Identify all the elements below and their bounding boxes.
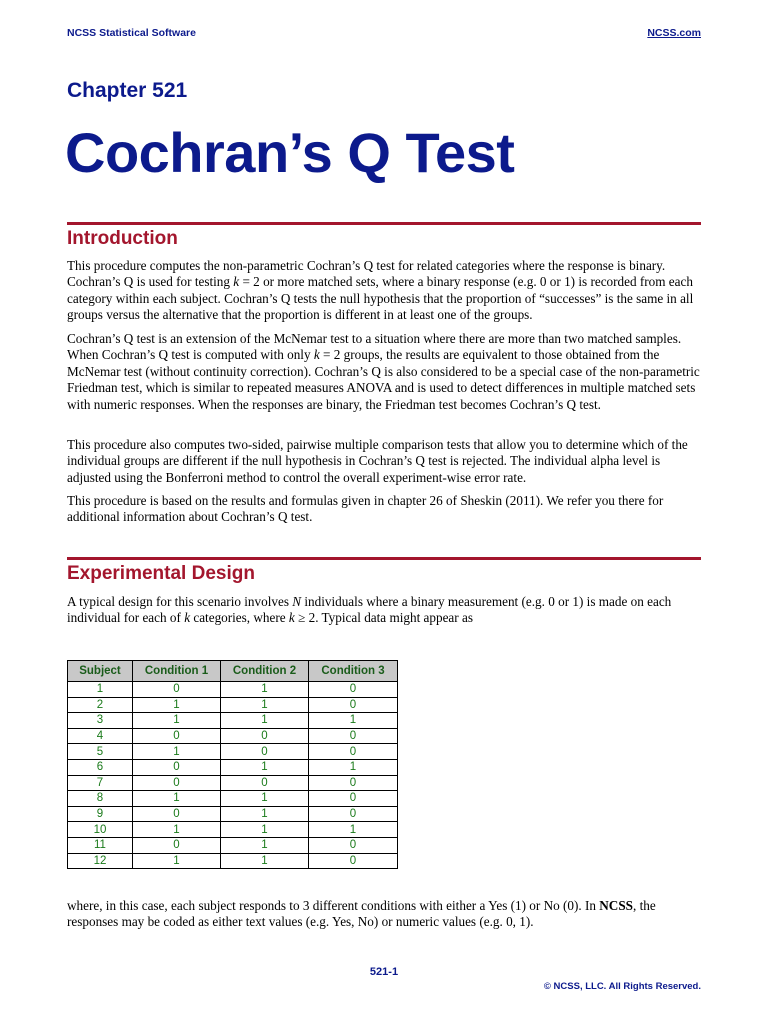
table-header-cell: Condition 2 [221,661,309,682]
table-row [68,806,398,822]
intro-paragraph-1: This procedure computes the non-parametric Cochran’s Q test for related categories where the response is binary. Cochran’s Q is used for testing k = 2 or more matched sets, where a binary response (e.g. 0 or 1) is recorded from each category within each subject. Cochran’s Q tests the null hypothesis that the proportion of “successes” is the same in all groups versus the alternative that the proportion is different in at least one of the groups. [67,258,694,323]
table-cell: 1 [221,697,309,713]
table-cell: 3 [68,713,133,729]
page-number: 521-1 [369,966,399,978]
table-cell: 0 [309,697,398,713]
table-cell: 9 [68,806,133,822]
table-header-row [68,661,398,682]
table-row [68,682,398,698]
table-cell: 1 [221,682,309,698]
table-row [68,713,398,729]
table-cell: 12 [68,853,133,869]
table-cell: 0 [309,775,398,791]
table-cell: 0 [133,837,221,853]
table-cell: 1 [221,759,309,775]
chapter-label: Chapter 521 [67,79,188,102]
table-row [68,728,398,744]
intro-paragraph-2: Cochran’s Q test is an extension of the McNemar test to a situation where there are more than two matched samples. When Cochran’s Q test is computed with only k = 2 groups, the results are equivalent to those obtained from the McNemar test (without continuity correction). Cochran’s Q is also considered to be a special case of the non-parametric Friedman test, which is similar to repeated measures ANOVA and is used to detect differences in multiple matched sets with numeric responses. When the responses are binary, the Friedman test becomes Cochran’s Q test. [67,331,700,412]
table-header-cell: Subject [68,661,133,682]
table-cell: 1 [309,713,398,729]
table-cell: 0 [309,806,398,822]
intro-paragraph-4: This procedure is based on the results and formulas given in chapter 26 of Sheskin (2011). We refer you there for additional information about Cochran’s Q test. [67,493,664,525]
table-cell: 1 [133,853,221,869]
table-cell: 0 [309,853,398,869]
section-divider [67,557,701,560]
table-header-cell: Condition 3 [309,661,398,682]
header-software-name: NCSS Statistical Software [67,27,196,39]
table-header-cell: Condition 1 [133,661,221,682]
table-cell: 0 [309,728,398,744]
table-cell: 1 [221,791,309,807]
table-row [68,791,398,807]
table-row [68,697,398,713]
table-cell: 10 [68,822,133,838]
table-row [68,837,398,853]
table-cell: 1 [68,682,133,698]
section-divider [67,222,701,225]
header-site-link[interactable]: NCSS.com [647,27,701,39]
table-cell: 1 [221,853,309,869]
table-cell: 0 [309,744,398,760]
table-cell: 1 [221,837,309,853]
table-cell: 1 [133,822,221,838]
table-cell: 0 [221,744,309,760]
table-cell: 1 [309,822,398,838]
table-cell: 6 [68,759,133,775]
table-cell: 0 [133,806,221,822]
table-cell: 1 [221,806,309,822]
table-cell: 0 [221,775,309,791]
table-row [68,822,398,838]
table-cell: 0 [309,791,398,807]
example-data-table [67,660,398,869]
table-cell: 1 [133,697,221,713]
table-cell: 5 [68,744,133,760]
table-cell: 8 [68,791,133,807]
table-cell: 1 [133,713,221,729]
table-cell: 0 [309,682,398,698]
table-row [68,775,398,791]
table-cell: 0 [309,837,398,853]
table-cell: 1 [221,822,309,838]
table-cell: 0 [133,682,221,698]
copyright-notice: © NCSS, LLC. All Rights Reserved. [543,981,701,992]
table-cell: 1 [133,791,221,807]
design-paragraph-1: A typical design for this scenario involves N individuals where a binary measurement (e.g. 0 or 1) is made on each individual for each of k categories, where k ≥ 2. Typical data might appear as [67,594,672,626]
table-cell: 0 [133,728,221,744]
table-cell: 7 [68,775,133,791]
table-cell: 2 [68,697,133,713]
table-cell: 4 [68,728,133,744]
page-title: Cochran’s Q Test [65,121,515,184]
table-cell: 0 [133,759,221,775]
table-row [68,853,398,869]
design-paragraph-2: where, in this case, each subject responds to 3 different conditions with either a Yes (1) or No (0). In NCSS, the responses may be coded as either text values (e.g. Yes, No) or numeric values (e.g. 0, 1). [67,898,656,930]
table-cell: 1 [221,713,309,729]
table-cell: 11 [68,837,133,853]
section-heading-experimental-design: Experimental Design [67,563,255,584]
section-heading-introduction: Introduction [67,228,178,249]
intro-paragraph-3: This procedure also computes two-sided, pairwise multiple comparison tests that allow you to determine which of the individual groups are different if the null hypothesis in Cochran’s Q test is rejected. The individual alpha level is adjusted using the Bonferroni method to control the overall experiment-wise error rate. [67,437,688,485]
page-header [67,27,701,41]
table-cell: 1 [309,759,398,775]
table-row [68,744,398,760]
table-cell: 0 [133,775,221,791]
table-cell: 0 [221,728,309,744]
table-row [68,759,398,775]
table-cell: 1 [133,744,221,760]
